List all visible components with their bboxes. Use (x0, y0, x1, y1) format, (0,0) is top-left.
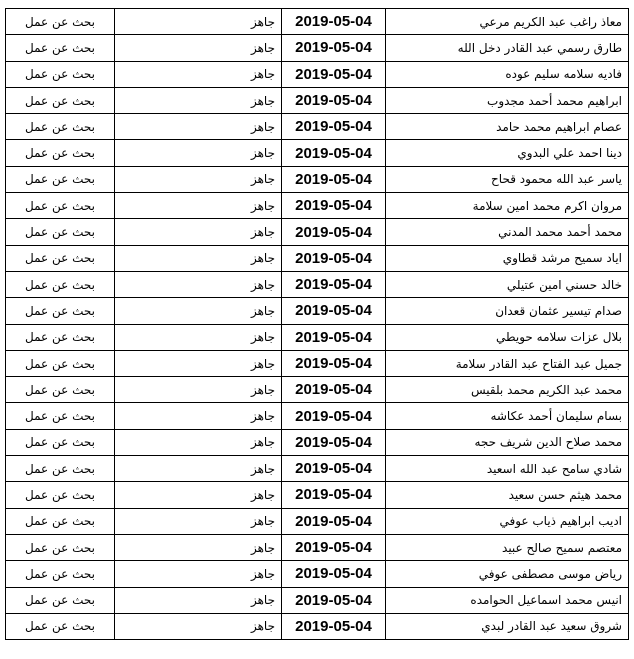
ready-cell: جاهز (115, 613, 282, 639)
name-cell: محمد هيثم حسن سعيد (386, 482, 629, 508)
name-cell: فاديه سلامه سليم عوده (386, 61, 629, 87)
date-cell: 2019-05-04 (282, 613, 386, 639)
date-cell: 2019-05-04 (282, 245, 386, 271)
status-cell: بحث عن عمل (6, 587, 115, 613)
table-row (6, 87, 629, 113)
ready-cell: جاهز (115, 298, 282, 324)
status-cell: بحث عن عمل (6, 508, 115, 534)
name-cell: جميل عبد الفتاح عبد القادر سلامة (386, 350, 629, 376)
date-cell: 2019-05-04 (282, 87, 386, 113)
date-cell: 2019-05-04 (282, 429, 386, 455)
ready-cell: جاهز (115, 508, 282, 534)
table-row (6, 324, 629, 350)
date-cell: 2019-05-04 (282, 587, 386, 613)
status-cell: بحث عن عمل (6, 9, 115, 35)
status-cell: بحث عن عمل (6, 193, 115, 219)
ready-cell: جاهز (115, 87, 282, 113)
table-row (6, 377, 629, 403)
name-cell: اديب ابراهيم ذياب عوفي (386, 508, 629, 534)
table-row (6, 534, 629, 560)
table-row (6, 298, 629, 324)
applicants-sheet (5, 8, 628, 640)
table-row (6, 350, 629, 376)
name-cell: محمد عبد الكريم محمد بلقيس (386, 377, 629, 403)
date-cell: 2019-05-04 (282, 166, 386, 192)
applicants-table (5, 8, 629, 640)
date-cell: 2019-05-04 (282, 140, 386, 166)
name-cell: دينا احمد علي البدوي (386, 140, 629, 166)
name-cell: رياض موسى مصطفى عوفي (386, 561, 629, 587)
ready-cell: جاهز (115, 271, 282, 297)
name-cell: محمد أحمد محمد المدني (386, 219, 629, 245)
status-cell: بحث عن عمل (6, 140, 115, 166)
status-cell: بحث عن عمل (6, 114, 115, 140)
table-row (6, 9, 629, 35)
date-cell: 2019-05-04 (282, 298, 386, 324)
table-row (6, 403, 629, 429)
ready-cell: جاهز (115, 482, 282, 508)
status-cell: بحث عن عمل (6, 166, 115, 192)
status-cell: بحث عن عمل (6, 87, 115, 113)
date-cell: 2019-05-04 (282, 219, 386, 245)
status-cell: بحث عن عمل (6, 482, 115, 508)
name-cell: شروق سعيد عبد القادر لبدي (386, 613, 629, 639)
ready-cell: جاهز (115, 219, 282, 245)
date-cell: 2019-05-04 (282, 271, 386, 297)
ready-cell: جاهز (115, 324, 282, 350)
date-cell: 2019-05-04 (282, 561, 386, 587)
name-cell: اياد سميح مرشد قطاوي (386, 245, 629, 271)
table-row (6, 245, 629, 271)
status-cell: بحث عن عمل (6, 350, 115, 376)
date-cell: 2019-05-04 (282, 456, 386, 482)
ready-cell: جاهز (115, 429, 282, 455)
name-cell: خالد حسني امين عتيلي (386, 271, 629, 297)
table-row (6, 140, 629, 166)
name-cell: معاذ راغب عبد الكريم مرعي (386, 9, 629, 35)
date-cell: 2019-05-04 (282, 35, 386, 61)
name-cell: ياسر عبد الله محمود قحاح (386, 166, 629, 192)
table-row (6, 114, 629, 140)
table-row (6, 482, 629, 508)
ready-cell: جاهز (115, 140, 282, 166)
table-row (6, 219, 629, 245)
date-cell: 2019-05-04 (282, 403, 386, 429)
ready-cell: جاهز (115, 403, 282, 429)
ready-cell: جاهز (115, 61, 282, 87)
table-row (6, 429, 629, 455)
ready-cell: جاهز (115, 35, 282, 61)
date-cell: 2019-05-04 (282, 61, 386, 87)
date-cell: 2019-05-04 (282, 114, 386, 140)
name-cell: معتصم سميح صالح عبيد (386, 534, 629, 560)
name-cell: محمد صلاح الدين شريف حجه (386, 429, 629, 455)
table-row (6, 271, 629, 297)
table-row (6, 166, 629, 192)
status-cell: بحث عن عمل (6, 429, 115, 455)
name-cell: بسام سليمان أحمد عكاشه (386, 403, 629, 429)
status-cell: بحث عن عمل (6, 456, 115, 482)
name-cell: عصام ابراهيم محمد حامد (386, 114, 629, 140)
status-cell: بحث عن عمل (6, 403, 115, 429)
date-cell: 2019-05-04 (282, 193, 386, 219)
ready-cell: جاهز (115, 9, 282, 35)
table-row (6, 508, 629, 534)
ready-cell: جاهز (115, 377, 282, 403)
table-row (6, 587, 629, 613)
status-cell: بحث عن عمل (6, 35, 115, 61)
name-cell: بلال عزات سلامه حويطي (386, 324, 629, 350)
status-cell: بحث عن عمل (6, 534, 115, 560)
table-row (6, 456, 629, 482)
status-cell: بحث عن عمل (6, 245, 115, 271)
ready-cell: جاهز (115, 456, 282, 482)
ready-cell: جاهز (115, 245, 282, 271)
ready-cell: جاهز (115, 561, 282, 587)
date-cell: 2019-05-04 (282, 482, 386, 508)
date-cell: 2019-05-04 (282, 350, 386, 376)
date-cell: 2019-05-04 (282, 9, 386, 35)
ready-cell: جاهز (115, 350, 282, 376)
ready-cell: جاهز (115, 166, 282, 192)
table-row (6, 61, 629, 87)
date-cell: 2019-05-04 (282, 324, 386, 350)
name-cell: انيس محمد اسماعيل الحوامده (386, 587, 629, 613)
status-cell: بحث عن عمل (6, 219, 115, 245)
name-cell: صدام تيسير عثمان قعدان (386, 298, 629, 324)
ready-cell: جاهز (115, 587, 282, 613)
name-cell: شادي سامح عبد الله اسعيد (386, 456, 629, 482)
status-cell: بحث عن عمل (6, 298, 115, 324)
name-cell: ابراهيم محمد أحمد مجدوب (386, 87, 629, 113)
status-cell: بحث عن عمل (6, 271, 115, 297)
date-cell: 2019-05-04 (282, 377, 386, 403)
status-cell: بحث عن عمل (6, 377, 115, 403)
table-row (6, 35, 629, 61)
date-cell: 2019-05-04 (282, 534, 386, 560)
status-cell: بحث عن عمل (6, 61, 115, 87)
status-cell: بحث عن عمل (6, 561, 115, 587)
status-cell: بحث عن عمل (6, 613, 115, 639)
table-row (6, 561, 629, 587)
name-cell: طارق رسمي عبد القادر دخل الله (386, 35, 629, 61)
ready-cell: جاهز (115, 114, 282, 140)
date-cell: 2019-05-04 (282, 508, 386, 534)
name-cell: مروان اكرم محمد امين سلامة (386, 193, 629, 219)
table-row (6, 613, 629, 639)
table-body (6, 9, 629, 640)
ready-cell: جاهز (115, 534, 282, 560)
ready-cell: جاهز (115, 193, 282, 219)
table-row (6, 193, 629, 219)
status-cell: بحث عن عمل (6, 324, 115, 350)
